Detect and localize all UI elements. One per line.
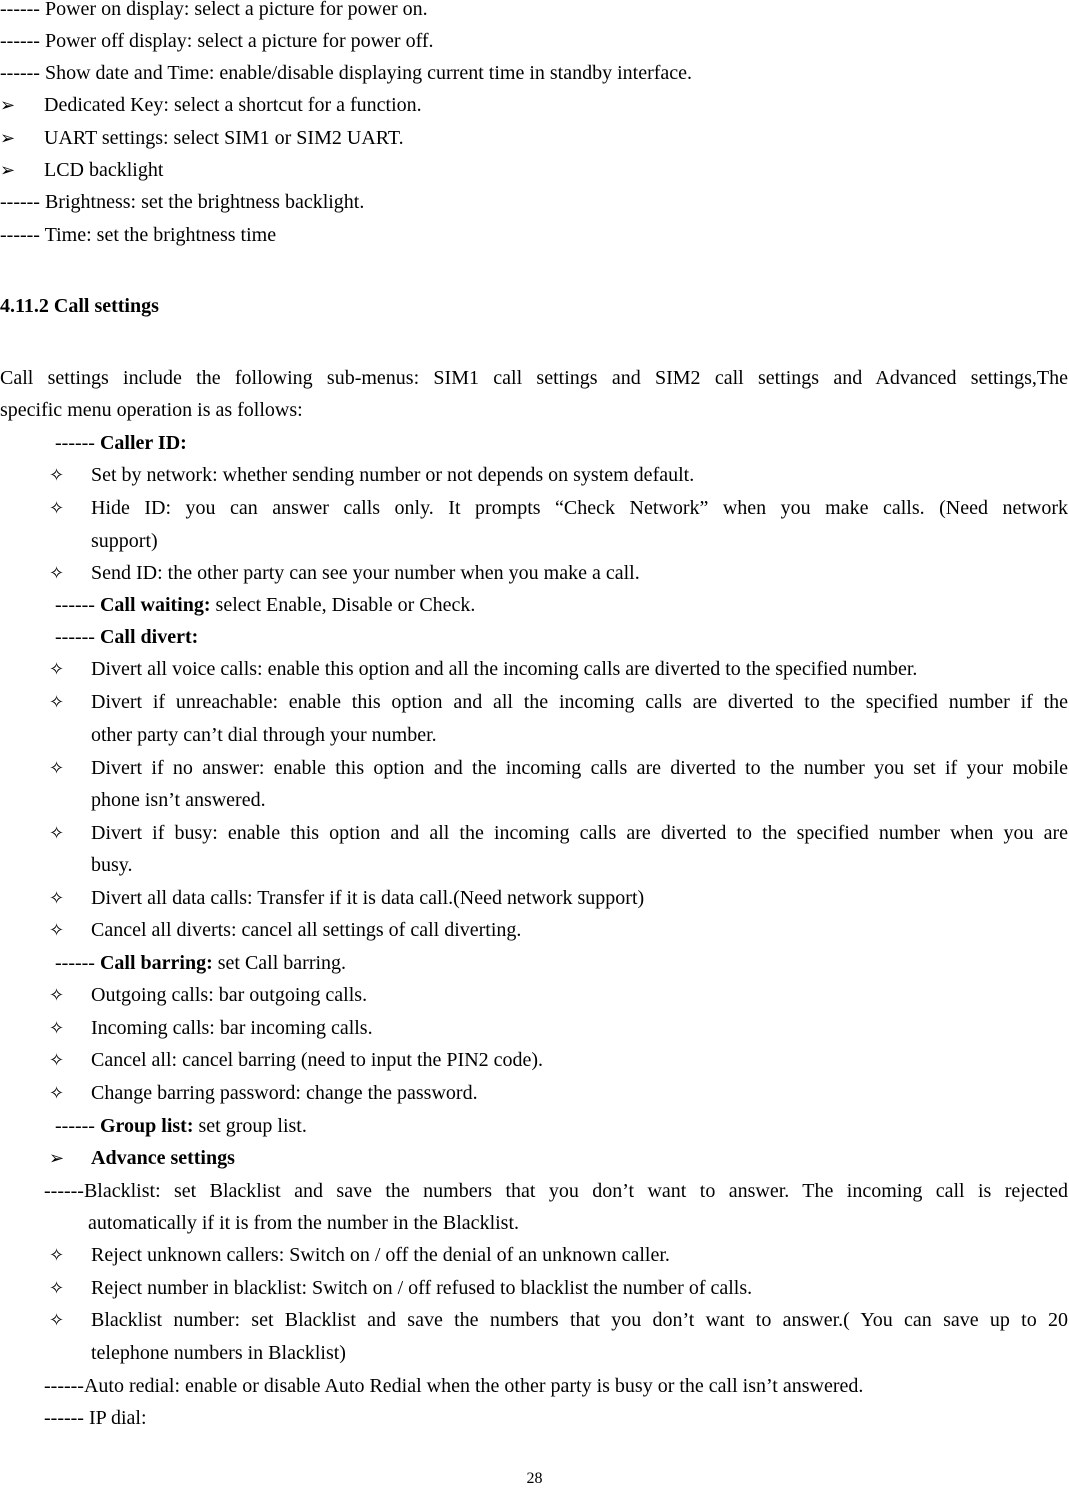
diamond-bullet-icon: ✧ (49, 1245, 65, 1265)
bullet-text: Reject unknown callers: Switch on / off the denial of an unknown caller. (91, 1244, 670, 1266)
bullet-text: Reject number in blacklist: Switch on / off refused to blacklist the number of calls. (91, 1277, 753, 1299)
text-line: ------ Brightness: set the brightness backlight. (0, 191, 365, 213)
diamond-bullet-icon: ✧ (49, 985, 65, 1005)
arrow-bullet-icon: ➢ (0, 95, 16, 115)
diamond-bullet-icon: ✧ (49, 692, 65, 712)
caller-id-heading: ------ Caller ID: (55, 432, 187, 454)
arrow-bullet-icon: ➢ (49, 1148, 65, 1168)
bullet-text: support) (91, 530, 158, 552)
diamond-bullet-icon: ✧ (49, 498, 65, 518)
call-waiting-line: ------ Call waiting: select Enable, Disable or Check. (55, 594, 476, 616)
text-line: ------ Power off display: select a picture for power off. (0, 30, 434, 52)
text-line: ------ Power on display: select a picture for power on. (0, 0, 428, 20)
bullet-text: UART settings: select SIM1 or SIM2 UART. (44, 127, 404, 149)
diamond-bullet-icon: ✧ (49, 1278, 65, 1298)
bullet-text: telephone numbers in Blacklist) (91, 1342, 346, 1364)
text-line: ------ Time: set the brightness time (0, 224, 277, 246)
bullet-text: busy. (91, 854, 133, 876)
bullet-text: Divert if unreachable: enable this option and all the incoming calls are diverted to the specified number if the (91, 691, 1068, 713)
bullet-text: Divert if no answer: enable this option and the incoming calls are diverted to the number you set if your mobile (91, 757, 1068, 779)
intro-paragraph: Call settings include the following sub-menus: SIM1 call settings and SIM2 call settings and Advanced settings,The (0, 367, 1068, 389)
arrow-bullet-icon: ➢ (0, 160, 16, 180)
text-line: ------ Show date and Time: enable/disable displaying current time in standby interface. (0, 62, 693, 84)
bullet-text: Set by network: whether sending number or not depends on system default. (91, 464, 695, 486)
diamond-bullet-icon: ✧ (49, 1050, 65, 1070)
bullet-text: LCD backlight (44, 159, 164, 181)
diamond-bullet-icon: ✧ (49, 563, 65, 583)
bullet-text: Blacklist number: set Blacklist and save the numbers that you don’t want to answer.( You can save up to 20 (91, 1309, 1068, 1331)
bullet-text: Cancel all diverts: cancel all settings of call diverting. (91, 919, 522, 941)
intro-paragraph: specific menu operation is as follows: (0, 399, 303, 421)
call-divert-heading: ------ Call divert: (55, 626, 199, 648)
diamond-bullet-icon: ✧ (49, 1018, 65, 1038)
diamond-bullet-icon: ✧ (49, 823, 65, 843)
diamond-bullet-icon: ✧ (49, 888, 65, 908)
bullet-text: Divert all voice calls: enable this option and all the incoming calls are diverted to the specified number. (91, 658, 918, 680)
bullet-text: Send ID: the other party can see your number when you make a call. (91, 562, 640, 584)
bullet-text: Hide ID: you can answer calls only. It prompts “Check Network” when you make calls. (Need network (91, 497, 1068, 519)
group-list-line: ------ Group list: set group list. (55, 1115, 307, 1137)
bullet-text: phone isn’t answered. (91, 789, 266, 811)
diamond-bullet-icon: ✧ (49, 758, 65, 778)
arrow-bullet-icon: ➢ (0, 128, 16, 148)
bullet-text: Divert all data calls: Transfer if it is data call.(Need network support) (91, 887, 645, 909)
bullet-text: Outgoing calls: bar outgoing calls. (91, 984, 368, 1006)
auto-redial-line: ------Auto redial: enable or disable Auto Redial when the other party is busy or the call isn’t answered. (44, 1375, 864, 1397)
diamond-bullet-icon: ✧ (49, 465, 65, 485)
page-number: 28 (526, 1470, 543, 1487)
call-barring-heading: ------ Call barring: set Call barring. (55, 952, 347, 974)
section-title: 4.11.2 Call settings (0, 295, 159, 317)
advance-settings-heading: Advance settings (91, 1147, 235, 1169)
blacklist-paragraph: ------Blacklist: set Blacklist and save the numbers that you don’t want to answer. The incoming call is rejected (44, 1180, 1068, 1202)
diamond-bullet-icon: ✧ (49, 1083, 65, 1103)
bullet-text: Cancel all: cancel barring (need to input the PIN2 code). (91, 1049, 544, 1071)
bullet-text: Incoming calls: bar incoming calls. (91, 1017, 373, 1039)
bullet-text: Divert if busy: enable this option and all the incoming calls are diverted to the specified number when you are (91, 822, 1068, 844)
diamond-bullet-icon: ✧ (49, 920, 65, 940)
bullet-text: Change barring password: change the password. (91, 1082, 478, 1104)
diamond-bullet-icon: ✧ (49, 659, 65, 679)
blacklist-paragraph: automatically if it is from the number in the Blacklist. (88, 1212, 520, 1234)
bullet-text: other party can’t dial through your number. (91, 724, 437, 746)
ip-dial-line: ------ IP dial: (44, 1407, 147, 1429)
bullet-text: Dedicated Key: select a shortcut for a function. (44, 94, 422, 116)
diamond-bullet-icon: ✧ (49, 1310, 65, 1330)
